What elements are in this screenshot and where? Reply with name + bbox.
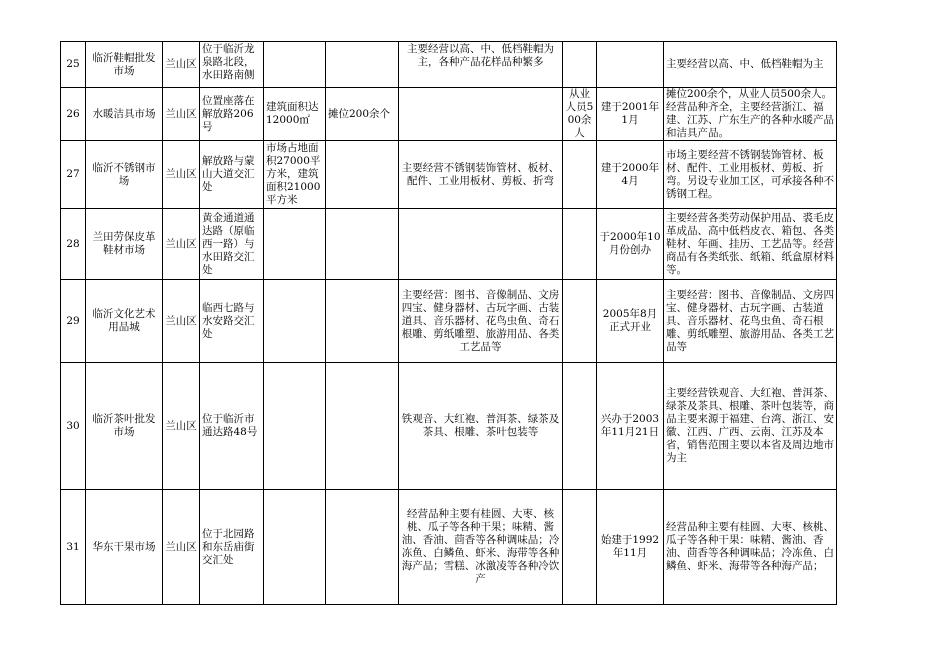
market-name-cell: 临沂不锈钢市场 bbox=[86, 141, 163, 209]
founded-cell: 始建于1992年11月 bbox=[597, 490, 664, 605]
area-cell: 市场占地面积27000平方米，建筑面积21000平方米 bbox=[264, 141, 326, 209]
description-cell: 摊位200余个，从业人员500余人。经营品种齐全，主要经营浙江、福建、江苏、广东生产的各种水暖产品和洁具产品。 bbox=[664, 88, 837, 141]
founded-cell: 2005年8月正式开业 bbox=[597, 280, 664, 363]
table-row bbox=[61, 88, 837, 141]
products-cell: 铁观音、大红袍、普洱茶、绿茶及茶具、根雕、茶叶包装等 bbox=[399, 363, 563, 490]
district-cell: 兰山区 bbox=[163, 42, 200, 88]
staff-cell bbox=[563, 280, 597, 363]
district-cell: 兰山区 bbox=[163, 490, 200, 605]
address-cell: 临西七路与水安路交汇处 bbox=[200, 280, 264, 363]
description-cell: 主要经营：图书、音像制品、文房四宝、健身器材、古玩字画、古装道具、音乐器材、花鸟虫鱼、奇石根雕、剪纸雕塑、旅游用品、各类工艺品等 bbox=[664, 280, 837, 363]
staff-cell bbox=[563, 363, 597, 490]
market-name-cell: 临沂文化艺术用品城 bbox=[86, 280, 163, 363]
booths-cell bbox=[326, 280, 399, 363]
founded-cell bbox=[597, 42, 664, 88]
products-cell bbox=[399, 88, 563, 141]
founded-cell: 兴办于2003年11月21日 bbox=[597, 363, 664, 490]
table-row bbox=[61, 490, 837, 605]
products-cell: 主要经营不锈钢装饰管材、板材、配件、工业用板材、剪板、折弯 bbox=[399, 141, 563, 209]
district-cell: 兰山区 bbox=[163, 88, 200, 141]
market-name-cell: 华东干果市场 bbox=[86, 490, 163, 605]
booths-cell bbox=[326, 141, 399, 209]
table-body bbox=[61, 42, 837, 605]
address-cell: 位于临沂龙泉路北段，水田路南侧 bbox=[200, 42, 264, 88]
staff-cell bbox=[563, 209, 597, 280]
description-cell: 主要经营以高、中、低档鞋帽为主 bbox=[664, 42, 837, 88]
table-row bbox=[61, 141, 837, 209]
market-table bbox=[60, 41, 837, 605]
table-row bbox=[61, 363, 837, 490]
products-cell: 经营品种主要有桂圆、大枣、核桃、瓜子等各种干果；味精、酱油、香油、茴香等各种调味品；冷冻鱼、白鳞鱼、虾米、海带等各种海产品；雪糕、冰激凌等各种冷饮产 bbox=[399, 490, 563, 605]
area-cell: 建筑面积达12000㎡ bbox=[264, 88, 326, 141]
market-name-cell: 兰田劳保皮革鞋材市场 bbox=[86, 209, 163, 280]
founded-cell: 于2000年10月份创办 bbox=[597, 209, 664, 280]
row-number-cell: 28 bbox=[61, 209, 86, 280]
table-row bbox=[61, 42, 837, 88]
booths-cell: 摊位200余个 bbox=[326, 88, 399, 141]
area-cell bbox=[264, 42, 326, 88]
staff-cell: 从业人员500余人 bbox=[563, 88, 597, 141]
staff-cell bbox=[563, 42, 597, 88]
products-cell: 主要经营以高、中、低档鞋帽为主，各种产品花样品种繁多 bbox=[399, 42, 563, 88]
district-cell: 兰山区 bbox=[163, 209, 200, 280]
products-cell: 主要经营：图书、音像制品、文房四宝、健身器材、古玩字画、古装道具、音乐器材、花鸟虫鱼、奇石根雕、剪纸雕塑、旅游用品、各类工艺品等 bbox=[399, 280, 563, 363]
address-cell: 位于北园路和东岳庙街交汇处 bbox=[200, 490, 264, 605]
description-cell: 主要经营铁观音、大红袍、普洱茶、绿茶及茶具、根雕、茶叶包装等，商品主要来源于福建、台湾、浙江、安徽、江西、广西、云南、江苏及本省，销售范围主要以本省及周边地市为主 bbox=[664, 363, 837, 490]
row-number-cell: 30 bbox=[61, 363, 86, 490]
area-cell bbox=[264, 209, 326, 280]
district-cell: 兰山区 bbox=[163, 280, 200, 363]
area-cell bbox=[264, 280, 326, 363]
booths-cell bbox=[326, 42, 399, 88]
address-cell: 黄金通道通达路（原临西一路）与水田路交汇处 bbox=[200, 209, 264, 280]
address-cell: 位置座落在解放路206号 bbox=[200, 88, 264, 141]
address-cell: 位于临沂市通达路48号 bbox=[200, 363, 264, 490]
row-number-cell: 29 bbox=[61, 280, 86, 363]
staff-cell bbox=[563, 490, 597, 605]
founded-cell: 建于2001年1月 bbox=[597, 88, 664, 141]
district-cell: 兰山区 bbox=[163, 141, 200, 209]
row-number-cell: 26 bbox=[61, 88, 86, 141]
products-cell bbox=[399, 209, 563, 280]
booths-cell bbox=[326, 490, 399, 605]
row-number-cell: 31 bbox=[61, 490, 86, 605]
market-name-cell: 临沂鞋帽批发市场 bbox=[86, 42, 163, 88]
market-name-cell: 临沂茶叶批发市场 bbox=[86, 363, 163, 490]
booths-cell bbox=[326, 363, 399, 490]
area-cell bbox=[264, 363, 326, 490]
row-number-cell: 27 bbox=[61, 141, 86, 209]
market-name-cell: 水暖洁具市场 bbox=[86, 88, 163, 141]
staff-cell bbox=[563, 141, 597, 209]
table-row bbox=[61, 209, 837, 280]
area-cell bbox=[264, 490, 326, 605]
address-cell: 解放路与蒙山大道交汇处 bbox=[200, 141, 264, 209]
description-cell: 经营品种主要有桂圆、大枣、核桃、瓜子等各种干果：味精、酱油、香油、茴香等各种调味品；冷冻鱼、白鳞鱼、虾米、海带等各种海产品； bbox=[664, 490, 837, 605]
description-cell: 市场主要经营不锈钢装饰管材、板材、配件、工业用板材、剪板、折弯。另设专业加工区，可承接各种不锈钢工程。 bbox=[664, 141, 837, 209]
booths-cell bbox=[326, 209, 399, 280]
table-row bbox=[61, 280, 837, 363]
district-cell: 兰山区 bbox=[163, 363, 200, 490]
row-number-cell: 25 bbox=[61, 42, 86, 88]
description-cell: 主要经营各类劳动保护用品、裘毛皮革成品、高中低档皮衣、箱包、各类鞋材、年画、挂历、工艺品等。经营商品有各类纸张、纸箱、纸盒原材料等。 bbox=[664, 209, 837, 280]
founded-cell: 建于2000年4月 bbox=[597, 141, 664, 209]
